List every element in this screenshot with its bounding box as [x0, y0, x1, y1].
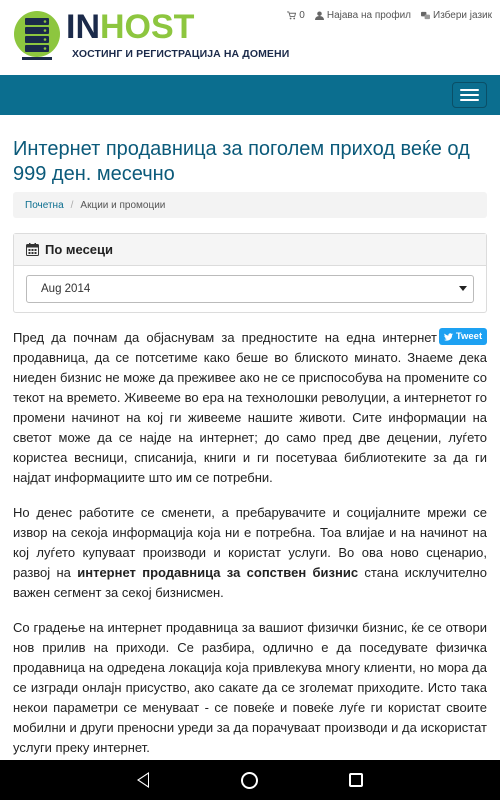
tweet-label: Tweet	[455, 331, 483, 342]
server-logo-icon	[12, 10, 62, 62]
site-header	[0, 0, 500, 72]
menu-toggle-button[interactable]	[452, 82, 487, 108]
hamburger-line	[460, 99, 479, 101]
dropdown-caret-icon	[459, 286, 467, 291]
login-label: Најава на профил	[326, 10, 412, 21]
language-label: Избери јазик	[433, 10, 492, 21]
article-paragraph-2-text-b: стана исклучително важен сегмент за секој бизнисмен.	[13, 565, 487, 600]
panel-heading-label: По месеци	[45, 242, 114, 257]
panel-heading	[14, 234, 486, 266]
hamburger-line	[460, 89, 479, 91]
home-icon[interactable]	[241, 772, 258, 789]
language-link[interactable]	[421, 10, 492, 21]
recent-apps-icon[interactable]	[349, 773, 363, 787]
article-body	[13, 328, 487, 773]
hamburger-line	[460, 94, 479, 96]
cart-count: 0	[299, 10, 305, 21]
user-icon	[315, 11, 324, 20]
logo-word-in: IN	[66, 8, 100, 46]
logo-wordmark	[66, 7, 194, 47]
language-icon	[421, 11, 430, 20]
inhost-logo[interactable]	[12, 8, 290, 66]
cart-icon	[287, 11, 296, 20]
breadcrumb-separator: /	[70, 199, 74, 211]
logo-tagline: ХОСТИНГ И РЕГИСТРАЦИЈА НА ДОМЕНИ	[72, 48, 290, 60]
android-navigation-bar	[0, 760, 500, 800]
month-select-value: Aug 2014	[41, 283, 91, 295]
page-title: Интернет продавница за поголем приход веќе од 999 ден. месечно	[13, 138, 470, 185]
breadcrumb-home-link[interactable]: Почетна	[25, 199, 64, 211]
top-links	[287, 10, 492, 21]
back-icon[interactable]	[137, 772, 149, 788]
article-paragraph-2-text-a: Но денес работите се сменети, а пребарувачите и социјалните мрежи се извор на секоја информација која ни е потребна. Тоа влијае и на начинот на кој луѓето купуваат производи и користат услуги. Во ова ново сценарио, развој на	[13, 505, 487, 580]
breadcrumb	[13, 192, 487, 218]
article-paragraph-3: Со градење на интернет продавница за вашиот физички бизнис, ќе се отвори нов прилив на приходи. Се разбира, одлично е да поседувате физичка продавница на одредена локација која привлекува многу клиенти, но мора да се изгради онлајн присуство, ако сакате да се зголемат приходите. Исто така некои параметри се менуваат - се повеќе и повеќе луѓе ги користат своите мобилни и други преносни уреди за да порачуваат производи и да искористат услуги преку интернет.	[13, 620, 487, 755]
breadcrumb-current: Акции и промоции	[80, 199, 166, 211]
article-paragraph-1	[13, 328, 487, 488]
cart-link[interactable]	[287, 10, 305, 21]
month-select[interactable]	[26, 275, 474, 303]
article-paragraph-1-text: Пред да почнам да објаснувам за предностите на една интернет продавница, да се потсетиме како беше во блиското минато. Знаеме дека ниеден бизнис не може да преживее ако не се приспособува на промените со текот на времето. Живееме во ера на технолошки револуции, а интернетот го промени начинот на кој ги живееме нашите животи. Сите информации на светот може да се најде на интернет; до само пред две децении, луѓето користеа весници, списанија, книги и ги посетуваа библиотеките за да ги најдат информациите што им се потребни.	[13, 330, 487, 485]
article-paragraph-2-bold: интернет продавница за сопствен бизнис	[77, 565, 359, 580]
main-navbar	[0, 75, 500, 115]
article-paragraph-2	[13, 503, 487, 603]
login-link[interactable]	[315, 10, 411, 21]
archive-panel	[13, 233, 487, 313]
calendar-icon	[26, 243, 39, 256]
logo-word-host: HOST	[100, 8, 195, 46]
